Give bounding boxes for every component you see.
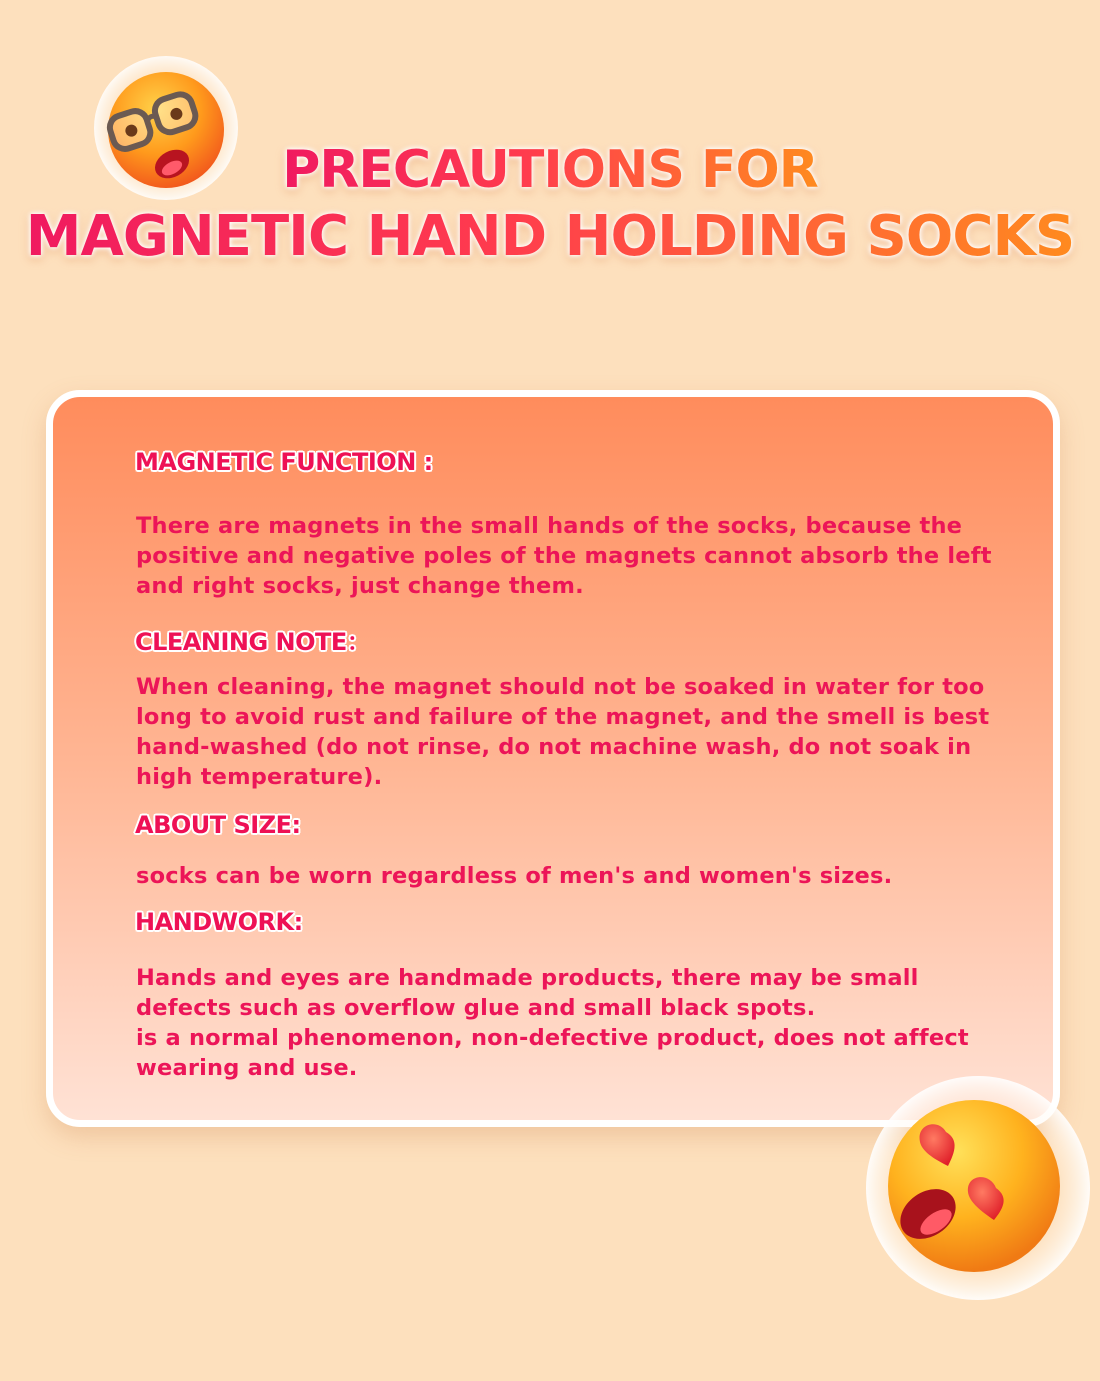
section-text-handwork-note: is a normal phenomenon, non-defective product, does not affect wearing and use. — [136, 1025, 969, 1081]
page-title-line-2: MAGNETIC HAND HOLDING SOCKS — [25, 204, 1075, 269]
section-heading-handwork: HANDWORK: — [135, 908, 303, 936]
section-heading-cleaning-note: CLEANING NOTE： — [135, 628, 371, 656]
page-title-line-1: PRECAUTIONS FOR — [282, 140, 818, 200]
section-text-cleaning-note: When cleaning, the magnet should not be soaked in water for too long to avoid rust and failure of the magnet, and the smell is best hand-washed (do not rinse, do not machine wash, do not soak in high temperature). — [136, 674, 990, 790]
section-heading-about-size: ABOUT SIZE: — [135, 811, 301, 839]
section-heading-magnetic-function: MAGNETIC FUNCTION : — [135, 448, 433, 476]
section-text-handwork: Hands and eyes are handmade products, there may be small defects such as overflow glue and small black spots. — [136, 965, 919, 1021]
section-text-about-size: socks can be worn regardless of men's and women's sizes. — [136, 863, 893, 889]
section-text-magnetic-function: There are magnets in the small hands of the socks, because the positive and negative poles of the magnets cannot absorb the left and right socks, just change them. — [136, 513, 992, 599]
heart-eyes-emoji-icon — [856, 1068, 1100, 1308]
